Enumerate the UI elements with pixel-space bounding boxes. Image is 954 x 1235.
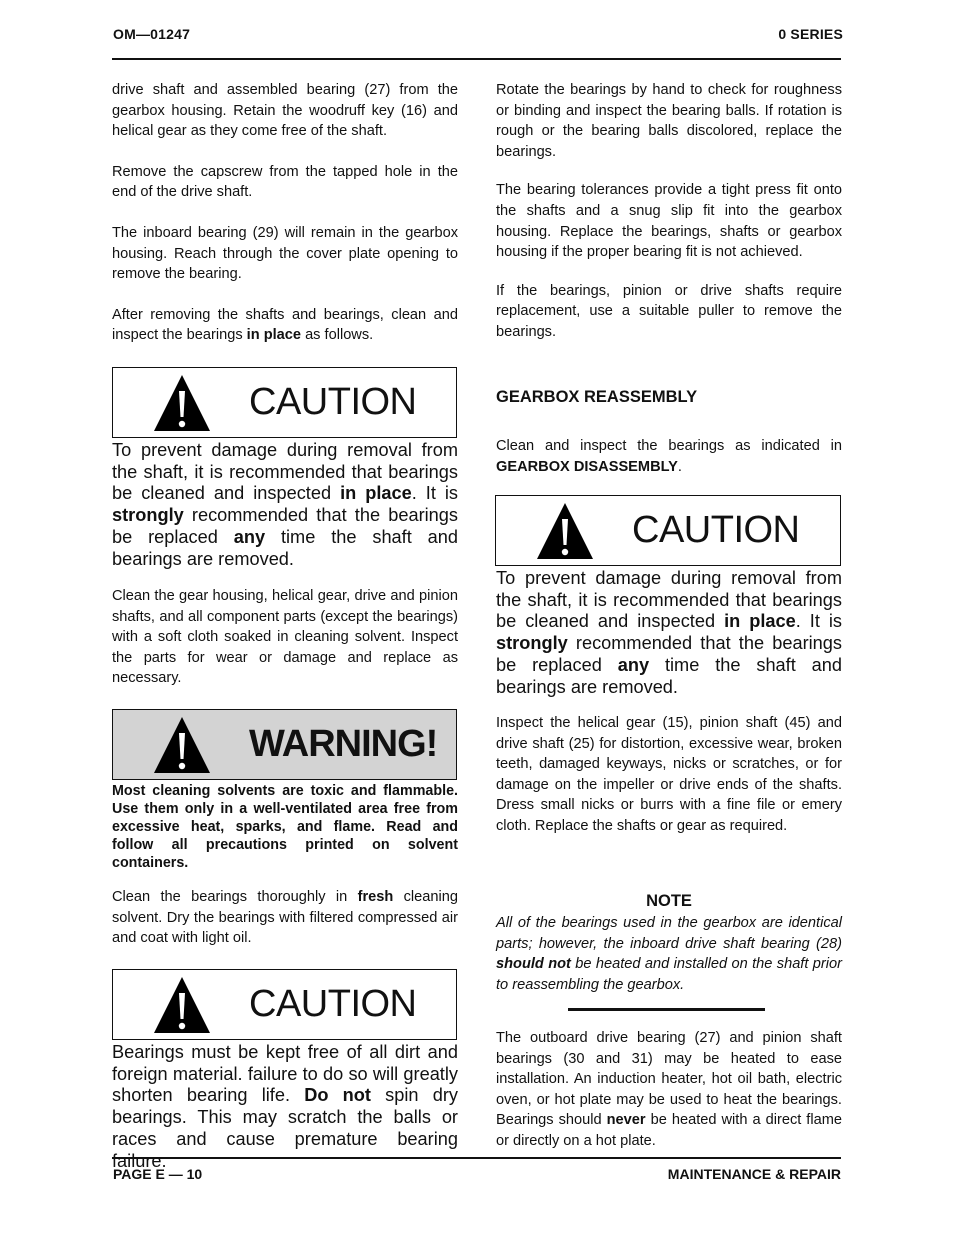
- caution-box: [112, 367, 457, 438]
- warning-label: WARNING!: [249, 723, 438, 765]
- right-column-lower: [496, 713, 842, 837]
- caution-box: [112, 969, 457, 1040]
- caution-icon: [152, 373, 212, 433]
- left-column: [112, 80, 458, 346]
- header-rule: [112, 58, 841, 60]
- note-body: All of the bearings used in the gearbox are identical parts; however, the inboard drive shaft bearing (28) should not be heated and installed on the shaft prior to reassembling the gearbox.: [496, 915, 842, 993]
- caution-icon: [535, 501, 595, 561]
- caution-box: [495, 495, 841, 566]
- warning-paragraph: Most cleaning solvents are toxic and flammable. Use them only in a well-ventilated area free from excessive heat, sparks, and flame. Read and follow all precautions printed on solvent containers.: [112, 783, 458, 871]
- caution-paragraph: Bearings must be kept free of all dirt and foreign material. failure to do so will greatly shorten bearing life. Do not spin dry bearings. This may scratch the balls or races and cause premature bearing failure.: [112, 1042, 458, 1171]
- warning-icon: [152, 715, 212, 775]
- caution-text: [496, 568, 842, 698]
- note-block: [496, 892, 842, 995]
- paragraph: Remove the capscrew from the tapped hole in the end of the drive shaft.: [112, 163, 458, 201]
- series-label: 0 SERIES: [778, 26, 843, 42]
- caution-label: CAUTION: [249, 983, 417, 1025]
- paragraph: After removing the shafts and bearings, clean and inspect the bearings in place as follows.: [112, 306, 458, 344]
- caution-text: [112, 1042, 458, 1172]
- paragraph: Clean the bearings thoroughly in fresh cleaning solvent. Dry the bearings with filtered compressed air and coat with light oil.: [112, 889, 458, 947]
- doc-number: OM—01247: [113, 26, 191, 42]
- paragraph: Clean the gear housing, helical gear, drive and pinion shafts, and all component parts (except the bearings) with a soft cloth soaked in cleaning solvent. Inspect the parts for wear or damage and replace as necessary.: [112, 588, 458, 687]
- paragraph: Inspect the helical gear (15), pinion shaft (45) and drive shaft (25) for distortion, excessive wear, broken teeth, damaged keyways, nicks or scratches, or for damage on the impeller or drive ends of the shafts. Dress small nicks or burrs with a fine file or emery cloth. Replace the shafts or gear as required.: [496, 715, 842, 834]
- warning-text: [112, 782, 458, 872]
- paragraph: The bearing tolerances provide a tight press fit onto the shafts and a snug slip fit into the gearbox housing. Replace the bearings, shafts or gearbox housing if the proper bearing fit is not achieved.: [496, 182, 842, 261]
- page-number: PAGE E — 10: [113, 1166, 203, 1182]
- paragraph: drive shaft and assembled bearing (27) from the gearbox housing. Retain the woodruff key (16) and helical gear as they come free of the shaft.: [112, 82, 458, 140]
- caution-paragraph: To prevent damage during removal from the shaft, it is recommended that bearings be cleaned and inspected in place. It is strongly recommended that the bearings be replaced any time the shaft and bearings are removed.: [496, 568, 842, 697]
- left-column-mid: [112, 586, 458, 689]
- caution-text: [112, 440, 458, 570]
- paragraph: Clean and inspect the bearings as indicated in GEARBOX DISASSEMBLY.: [496, 438, 842, 475]
- right-column-mid: [496, 436, 842, 477]
- section-heading-wrap: [496, 388, 842, 407]
- section-label: MAINTENANCE & REPAIR: [667, 1166, 841, 1182]
- caution-label: CAUTION: [249, 381, 417, 423]
- note-rule: [568, 1008, 765, 1011]
- paragraph: If the bearings, pinion or drive shafts require replacement, use a suitable puller to remove the bearings.: [496, 282, 842, 340]
- caution-label: CAUTION: [632, 509, 800, 551]
- right-column: [496, 80, 842, 343]
- caution-icon: [152, 975, 212, 1035]
- paragraph: Rotate the bearings by hand to check for roughness or binding and inspect the bearing balls. If rotation is rough or the bearing balls discolored, replace the bearings.: [496, 82, 842, 160]
- footer-rule: [112, 1157, 841, 1159]
- caution-paragraph: To prevent damage during removal from the shaft, it is recommended that bearings be cleaned and inspected in place. It is strongly recommended that the bearings be replaced any time the shaft and bearings are removed.: [112, 440, 458, 569]
- note-title: NOTE: [646, 892, 692, 910]
- right-column-bottom: [496, 1028, 842, 1152]
- paragraph: The inboard bearing (29) will remain in the gearbox housing. Reach through the cover plate opening to remove the bearing.: [112, 224, 458, 283]
- warning-box: [112, 709, 457, 780]
- left-column-lower: [112, 887, 458, 949]
- section-heading: GEARBOX REASSEMBLY: [496, 388, 698, 406]
- paragraph: The outboard drive bearing (27) and pinion shaft bearings (30 and 31) may be heated to ease installation. An induction heater, hot oil bath, electric oven, or hot plate may be used to heat the bearings. Bearings should never be heated with a direct flame or directly on a hot plate.: [496, 1030, 842, 1149]
